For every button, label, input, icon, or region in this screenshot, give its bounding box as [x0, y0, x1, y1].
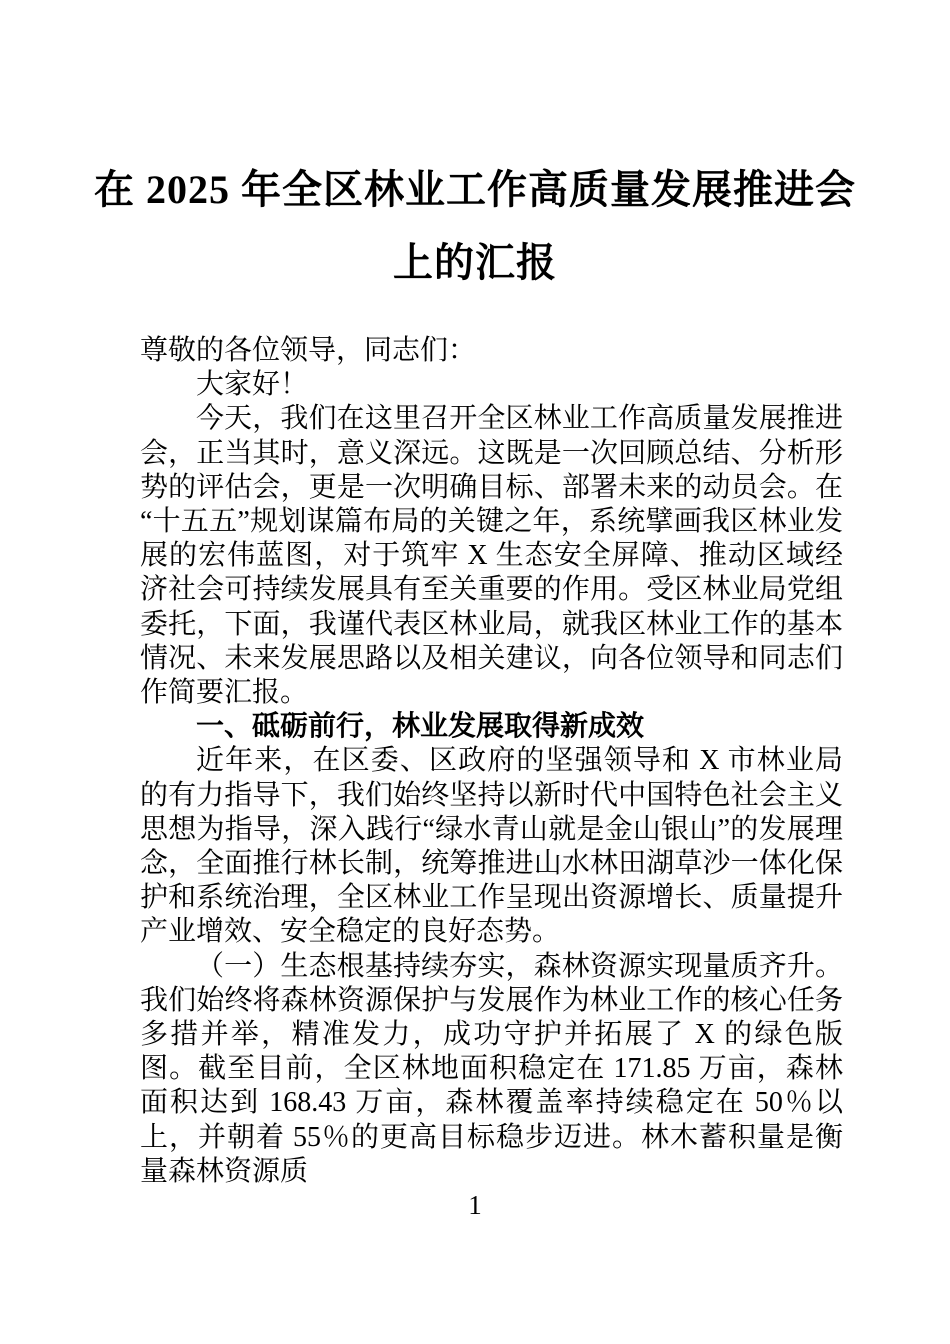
- document-title: [0, 153, 950, 299]
- page-number: 1: [468, 1190, 482, 1220]
- page-footer: [0, 1188, 950, 1222]
- document-title-line-2: 上的汇报: [393, 240, 557, 285]
- opening-paragraph: 今天，我们在这里召开全区林业工作高质量发展推进会，正当其时，意义深远。这既是一次回顾总结、分析形势的评估会，更是一次明确目标、部署未来的动员会。在“十五五”规划谋篇布局的关键之年，系统擘画我区林业发展的宏伟蓝图，对于筑牢 X 生态安全屏障、推动区域经济社会可持续发展具有至关重要的作用。受区林业局党组委托，下面，我谨代表区林业局，就我区林业工作的基本情况、未来发展思路以及相关建议，向各位领导和同志们作简要汇报。: [140, 403, 843, 709]
- salutation-line: 尊敬的各位领导，同志们：: [140, 335, 477, 366]
- subsection-1-paragraph: （一）生态根基持续夯实，森林资源实现量质齐升。我们始终将森林资源保护与发展作为林业工作的核心任务多措并举，精准发力，成功守护并拓展了 X 的绿色版图。截至目前，全区林地面积稳定在 171.85 万亩，森林面积达到 168.43 万亩，森林覆盖率持续稳定在 50％以上，并朝着 55％的更高目标稳步迈进。林木蓄积量是衡量森林资源质: [140, 950, 843, 1187]
- section-heading-1: 一、砥砺前行，林业发展取得新成效: [196, 711, 645, 743]
- section-1-paragraph: 近年来，在区委、区政府的坚强领导和 X 市林业局的有力指导下，我们始终坚持以新时代中国特色社会主义思想为指导，深入践行“绿水青山就是金山银山”的发展理念，全面推行林长制，统筹推进山水林田湖草沙一体化保护和系统治理，全区林业工作呈现出资源增长、质量提升产业增效、安全稳定的良好态势。: [140, 745, 843, 948]
- document-body: [140, 334, 843, 1189]
- greeting-line: 大家好！: [196, 369, 309, 401]
- document-title-line-1: 在 2025 年全区林业工作高质量发展推进会: [94, 167, 856, 212]
